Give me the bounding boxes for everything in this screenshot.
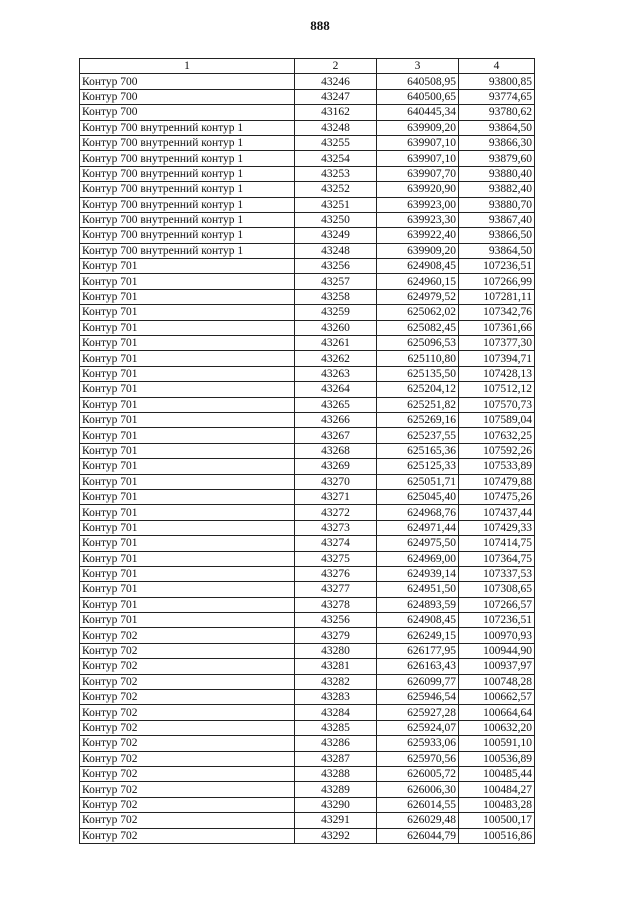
contour-name-cell: Контур 701 (80, 474, 295, 489)
contour-name-cell: Контур 700 внутренний контур 1 (80, 135, 295, 150)
y-coordinate-cell: 107592,26 (459, 443, 535, 458)
x-coordinate-cell: 625165,36 (377, 443, 459, 458)
y-coordinate-cell: 107308,65 (459, 582, 535, 597)
contour-name-cell: Контур 702 (80, 766, 295, 781)
x-coordinate-cell: 639923,30 (377, 212, 459, 227)
x-coordinate-cell: 625110,80 (377, 351, 459, 366)
contour-name-cell: Контур 702 (80, 720, 295, 735)
table-row (80, 505, 535, 520)
x-coordinate-cell: 639909,20 (377, 120, 459, 135)
point-number-cell: 43252 (295, 182, 377, 197)
table-row (80, 797, 535, 812)
contour-name-cell: Контур 701 (80, 428, 295, 443)
contour-name-cell: Контур 702 (80, 674, 295, 689)
table-row (80, 674, 535, 689)
point-number-cell: 43251 (295, 197, 377, 212)
y-coordinate-cell: 100664,64 (459, 705, 535, 720)
contour-name-cell: Контур 701 (80, 305, 295, 320)
table-row (80, 397, 535, 412)
x-coordinate-cell: 625062,02 (377, 305, 459, 320)
table-row (80, 690, 535, 705)
y-coordinate-cell: 107428,13 (459, 366, 535, 381)
point-number-cell: 43285 (295, 720, 377, 735)
contour-name-cell: Контур 701 (80, 382, 295, 397)
column-header-2: 2 (295, 59, 377, 74)
y-coordinate-cell: 107281,11 (459, 289, 535, 304)
x-coordinate-cell: 626006,30 (377, 782, 459, 797)
y-coordinate-cell: 100937,97 (459, 659, 535, 674)
table-row (80, 782, 535, 797)
table-row (80, 182, 535, 197)
point-number-cell: 43260 (295, 320, 377, 335)
point-number-cell: 43283 (295, 690, 377, 705)
y-coordinate-cell: 100516,86 (459, 828, 535, 843)
y-coordinate-cell: 93866,50 (459, 228, 535, 243)
contour-name-cell: Контур 700 внутренний контур 1 (80, 197, 295, 212)
x-coordinate-cell: 626005,72 (377, 766, 459, 781)
y-coordinate-cell: 107266,99 (459, 274, 535, 289)
contour-name-cell: Контур 701 (80, 259, 295, 274)
contour-name-cell: Контур 701 (80, 274, 295, 289)
contour-name-cell: Контур 701 (80, 351, 295, 366)
page-number: 888 (310, 18, 330, 33)
y-coordinate-cell: 100591,10 (459, 736, 535, 751)
y-coordinate-cell: 107632,25 (459, 428, 535, 443)
contour-name-cell: Контур 700 (80, 105, 295, 120)
contour-name-cell: Контур 701 (80, 459, 295, 474)
point-number-cell: 43253 (295, 166, 377, 181)
table-row (80, 720, 535, 735)
x-coordinate-cell: 624908,45 (377, 259, 459, 274)
x-coordinate-cell: 626044,79 (377, 828, 459, 843)
point-number-cell: 43288 (295, 766, 377, 781)
table-row (80, 289, 535, 304)
table-row (80, 736, 535, 751)
x-coordinate-cell: 626029,48 (377, 813, 459, 828)
contour-name-cell: Контур 700 внутренний контур 1 (80, 212, 295, 227)
y-coordinate-cell: 100500,17 (459, 813, 535, 828)
y-coordinate-cell: 100536,89 (459, 751, 535, 766)
table-row (80, 166, 535, 181)
column-header-4: 4 (459, 59, 535, 74)
point-number-cell: 43272 (295, 505, 377, 520)
table-row (80, 243, 535, 258)
point-number-cell: 43264 (295, 382, 377, 397)
point-number-cell: 43289 (295, 782, 377, 797)
table-row (80, 305, 535, 320)
point-number-cell: 43274 (295, 536, 377, 551)
point-number-cell: 43276 (295, 566, 377, 581)
y-coordinate-cell: 93879,60 (459, 151, 535, 166)
point-number-cell: 43277 (295, 582, 377, 597)
x-coordinate-cell: 626249,15 (377, 628, 459, 643)
contour-name-cell: Контур 701 (80, 505, 295, 520)
x-coordinate-cell: 625045,40 (377, 489, 459, 504)
y-coordinate-cell: 107377,30 (459, 336, 535, 351)
table-row (80, 659, 535, 674)
contour-name-cell: Контур 700 внутренний контур 1 (80, 120, 295, 135)
table-row (80, 582, 535, 597)
point-number-cell: 43255 (295, 135, 377, 150)
contour-name-cell: Контур 701 (80, 520, 295, 535)
point-number-cell: 43261 (295, 336, 377, 351)
table-row (80, 151, 535, 166)
table-row (80, 551, 535, 566)
x-coordinate-cell: 625946,54 (377, 690, 459, 705)
y-coordinate-cell: 93880,70 (459, 197, 535, 212)
contour-name-cell: Контур 702 (80, 828, 295, 843)
point-number-cell: 43246 (295, 74, 377, 89)
column-header-1: 1 (80, 59, 295, 74)
x-coordinate-cell: 624975,50 (377, 536, 459, 551)
point-number-cell: 43256 (295, 259, 377, 274)
table-row (80, 443, 535, 458)
point-number-cell: 43286 (295, 736, 377, 751)
point-number-cell: 43250 (295, 212, 377, 227)
point-number-cell: 43162 (295, 105, 377, 120)
point-number-cell: 43256 (295, 613, 377, 628)
point-number-cell: 43282 (295, 674, 377, 689)
x-coordinate-cell: 626177,95 (377, 643, 459, 658)
contour-name-cell: Контур 701 (80, 551, 295, 566)
point-number-cell: 43269 (295, 459, 377, 474)
x-coordinate-cell: 625204,12 (377, 382, 459, 397)
table-row (80, 259, 535, 274)
y-coordinate-cell: 107512,12 (459, 382, 535, 397)
y-coordinate-cell: 107236,51 (459, 259, 535, 274)
table-row (80, 105, 535, 120)
table-row (80, 643, 535, 658)
contour-name-cell: Контур 700 (80, 74, 295, 89)
point-number-cell: 43254 (295, 151, 377, 166)
y-coordinate-cell: 100485,44 (459, 766, 535, 781)
x-coordinate-cell: 624969,00 (377, 551, 459, 566)
table-row (80, 751, 535, 766)
table-row (80, 520, 535, 535)
table-row (80, 813, 535, 828)
y-coordinate-cell: 100944,90 (459, 643, 535, 658)
point-number-cell: 43290 (295, 797, 377, 812)
contour-name-cell: Контур 702 (80, 659, 295, 674)
point-number-cell: 43287 (295, 751, 377, 766)
contour-name-cell: Контур 700 внутренний контур 1 (80, 151, 295, 166)
x-coordinate-cell: 625251,82 (377, 397, 459, 412)
contour-name-cell: Контур 701 (80, 597, 295, 612)
x-coordinate-cell: 626163,43 (377, 659, 459, 674)
x-coordinate-cell: 625096,53 (377, 336, 459, 351)
contour-name-cell: Контур 701 (80, 336, 295, 351)
table-row (80, 613, 535, 628)
point-number-cell: 43258 (295, 289, 377, 304)
y-coordinate-cell: 107266,57 (459, 597, 535, 612)
contour-name-cell: Контур 701 (80, 536, 295, 551)
x-coordinate-cell: 624951,50 (377, 582, 459, 597)
y-coordinate-cell: 100484,27 (459, 782, 535, 797)
y-coordinate-cell: 107570,73 (459, 397, 535, 412)
point-number-cell: 43247 (295, 89, 377, 104)
contour-name-cell: Контур 701 (80, 320, 295, 335)
table-row (80, 412, 535, 427)
point-number-cell: 43248 (295, 120, 377, 135)
point-number-cell: 43271 (295, 489, 377, 504)
x-coordinate-cell: 639923,00 (377, 197, 459, 212)
y-coordinate-cell: 107475,26 (459, 489, 535, 504)
contour-name-cell: Контур 702 (80, 705, 295, 720)
y-coordinate-cell: 107337,53 (459, 566, 535, 581)
x-coordinate-cell: 624968,76 (377, 505, 459, 520)
point-number-cell: 43281 (295, 659, 377, 674)
point-number-cell: 43259 (295, 305, 377, 320)
y-coordinate-cell: 107437,44 (459, 505, 535, 520)
y-coordinate-cell: 107589,04 (459, 412, 535, 427)
x-coordinate-cell: 640445,34 (377, 105, 459, 120)
x-coordinate-cell: 625269,16 (377, 412, 459, 427)
x-coordinate-cell: 626014,55 (377, 797, 459, 812)
y-coordinate-cell: 93864,50 (459, 243, 535, 258)
y-coordinate-cell: 107364,75 (459, 551, 535, 566)
contour-name-cell: Контур 700 внутренний контур 1 (80, 243, 295, 258)
contour-name-cell: Контур 701 (80, 366, 295, 381)
point-number-cell: 43275 (295, 551, 377, 566)
x-coordinate-cell: 639907,10 (377, 135, 459, 150)
contour-name-cell: Контур 700 (80, 89, 295, 104)
y-coordinate-cell: 100662,57 (459, 690, 535, 705)
table-row (80, 120, 535, 135)
contour-name-cell: Контур 702 (80, 628, 295, 643)
contour-name-cell: Контур 701 (80, 289, 295, 304)
table-row (80, 135, 535, 150)
y-coordinate-cell: 100748,28 (459, 674, 535, 689)
table-row (80, 428, 535, 443)
x-coordinate-cell: 639909,20 (377, 243, 459, 258)
table-row (80, 351, 535, 366)
table-row (80, 597, 535, 612)
table-row (80, 474, 535, 489)
coordinates-table (79, 58, 535, 844)
x-coordinate-cell: 625927,28 (377, 705, 459, 720)
point-number-cell: 43280 (295, 643, 377, 658)
x-coordinate-cell: 625933,06 (377, 736, 459, 751)
y-coordinate-cell: 100483,28 (459, 797, 535, 812)
y-coordinate-cell: 107429,33 (459, 520, 535, 535)
table-row (80, 705, 535, 720)
y-coordinate-cell: 93800,85 (459, 74, 535, 89)
contour-name-cell: Контур 702 (80, 797, 295, 812)
contour-name-cell: Контур 700 внутренний контур 1 (80, 182, 295, 197)
contour-name-cell: Контур 701 (80, 613, 295, 628)
x-coordinate-cell: 624971,44 (377, 520, 459, 535)
x-coordinate-cell: 639907,70 (377, 166, 459, 181)
table-row (80, 89, 535, 104)
y-coordinate-cell: 107414,75 (459, 536, 535, 551)
contour-name-cell: Контур 700 внутренний контур 1 (80, 166, 295, 181)
x-coordinate-cell: 625924,07 (377, 720, 459, 735)
point-number-cell: 43262 (295, 351, 377, 366)
contour-name-cell: Контур 702 (80, 643, 295, 658)
table-row (80, 536, 535, 551)
x-coordinate-cell: 625970,56 (377, 751, 459, 766)
table-row (80, 197, 535, 212)
x-coordinate-cell: 624979,52 (377, 289, 459, 304)
contour-name-cell: Контур 702 (80, 751, 295, 766)
x-coordinate-cell: 625125,33 (377, 459, 459, 474)
y-coordinate-cell: 100632,20 (459, 720, 535, 735)
header-row (80, 59, 535, 74)
point-number-cell: 43248 (295, 243, 377, 258)
contour-name-cell: Контур 702 (80, 690, 295, 705)
table-row (80, 828, 535, 843)
y-coordinate-cell: 107479,88 (459, 474, 535, 489)
contour-name-cell: Контур 701 (80, 397, 295, 412)
point-number-cell: 43263 (295, 366, 377, 381)
y-coordinate-cell: 107394,71 (459, 351, 535, 366)
x-coordinate-cell: 624939,14 (377, 566, 459, 581)
contour-name-cell: Контур 701 (80, 566, 295, 581)
point-number-cell: 43292 (295, 828, 377, 843)
x-coordinate-cell: 639920,90 (377, 182, 459, 197)
y-coordinate-cell: 93864,50 (459, 120, 535, 135)
table-row (80, 566, 535, 581)
table-row (80, 766, 535, 781)
y-coordinate-cell: 107236,51 (459, 613, 535, 628)
table-row (80, 320, 535, 335)
table-body (80, 74, 535, 844)
point-number-cell: 43268 (295, 443, 377, 458)
x-coordinate-cell: 640508,95 (377, 74, 459, 89)
contour-name-cell: Контур 701 (80, 443, 295, 458)
point-number-cell: 43270 (295, 474, 377, 489)
x-coordinate-cell: 640500,65 (377, 89, 459, 104)
point-number-cell: 43273 (295, 520, 377, 535)
point-number-cell: 43257 (295, 274, 377, 289)
contour-name-cell: Контур 702 (80, 736, 295, 751)
contour-name-cell: Контур 702 (80, 813, 295, 828)
table-row (80, 274, 535, 289)
y-coordinate-cell: 107533,89 (459, 459, 535, 474)
y-coordinate-cell: 93866,30 (459, 135, 535, 150)
point-number-cell: 43265 (295, 397, 377, 412)
x-coordinate-cell: 625051,71 (377, 474, 459, 489)
contour-name-cell: Контур 701 (80, 412, 295, 427)
table-row (80, 459, 535, 474)
x-coordinate-cell: 625237,55 (377, 428, 459, 443)
point-number-cell: 43278 (295, 597, 377, 612)
point-number-cell: 43291 (295, 813, 377, 828)
table-row (80, 628, 535, 643)
y-coordinate-cell: 100970,93 (459, 628, 535, 643)
point-number-cell: 43249 (295, 228, 377, 243)
point-number-cell: 43267 (295, 428, 377, 443)
x-coordinate-cell: 639922,40 (377, 228, 459, 243)
column-header-3: 3 (377, 59, 459, 74)
x-coordinate-cell: 624908,45 (377, 613, 459, 628)
y-coordinate-cell: 93867,40 (459, 212, 535, 227)
contour-name-cell: Контур 702 (80, 782, 295, 797)
y-coordinate-cell: 93880,40 (459, 166, 535, 181)
contour-name-cell: Контур 701 (80, 489, 295, 504)
table-row (80, 382, 535, 397)
y-coordinate-cell: 93882,40 (459, 182, 535, 197)
x-coordinate-cell: 624960,15 (377, 274, 459, 289)
x-coordinate-cell: 624893,59 (377, 597, 459, 612)
table-header (80, 59, 535, 74)
table-row (80, 489, 535, 504)
table-row (80, 336, 535, 351)
contour-name-cell: Контур 701 (80, 582, 295, 597)
y-coordinate-cell: 107342,76 (459, 305, 535, 320)
x-coordinate-cell: 625135,50 (377, 366, 459, 381)
point-number-cell: 43266 (295, 412, 377, 427)
x-coordinate-cell: 626099,77 (377, 674, 459, 689)
x-coordinate-cell: 639907,10 (377, 151, 459, 166)
y-coordinate-cell: 93774,65 (459, 89, 535, 104)
x-coordinate-cell: 625082,45 (377, 320, 459, 335)
y-coordinate-cell: 93780,62 (459, 105, 535, 120)
table-row (80, 74, 535, 89)
point-number-cell: 43279 (295, 628, 377, 643)
y-coordinate-cell: 107361,66 (459, 320, 535, 335)
table-row (80, 228, 535, 243)
table-row (80, 366, 535, 381)
table-row (80, 212, 535, 227)
contour-name-cell: Контур 700 внутренний контур 1 (80, 228, 295, 243)
point-number-cell: 43284 (295, 705, 377, 720)
